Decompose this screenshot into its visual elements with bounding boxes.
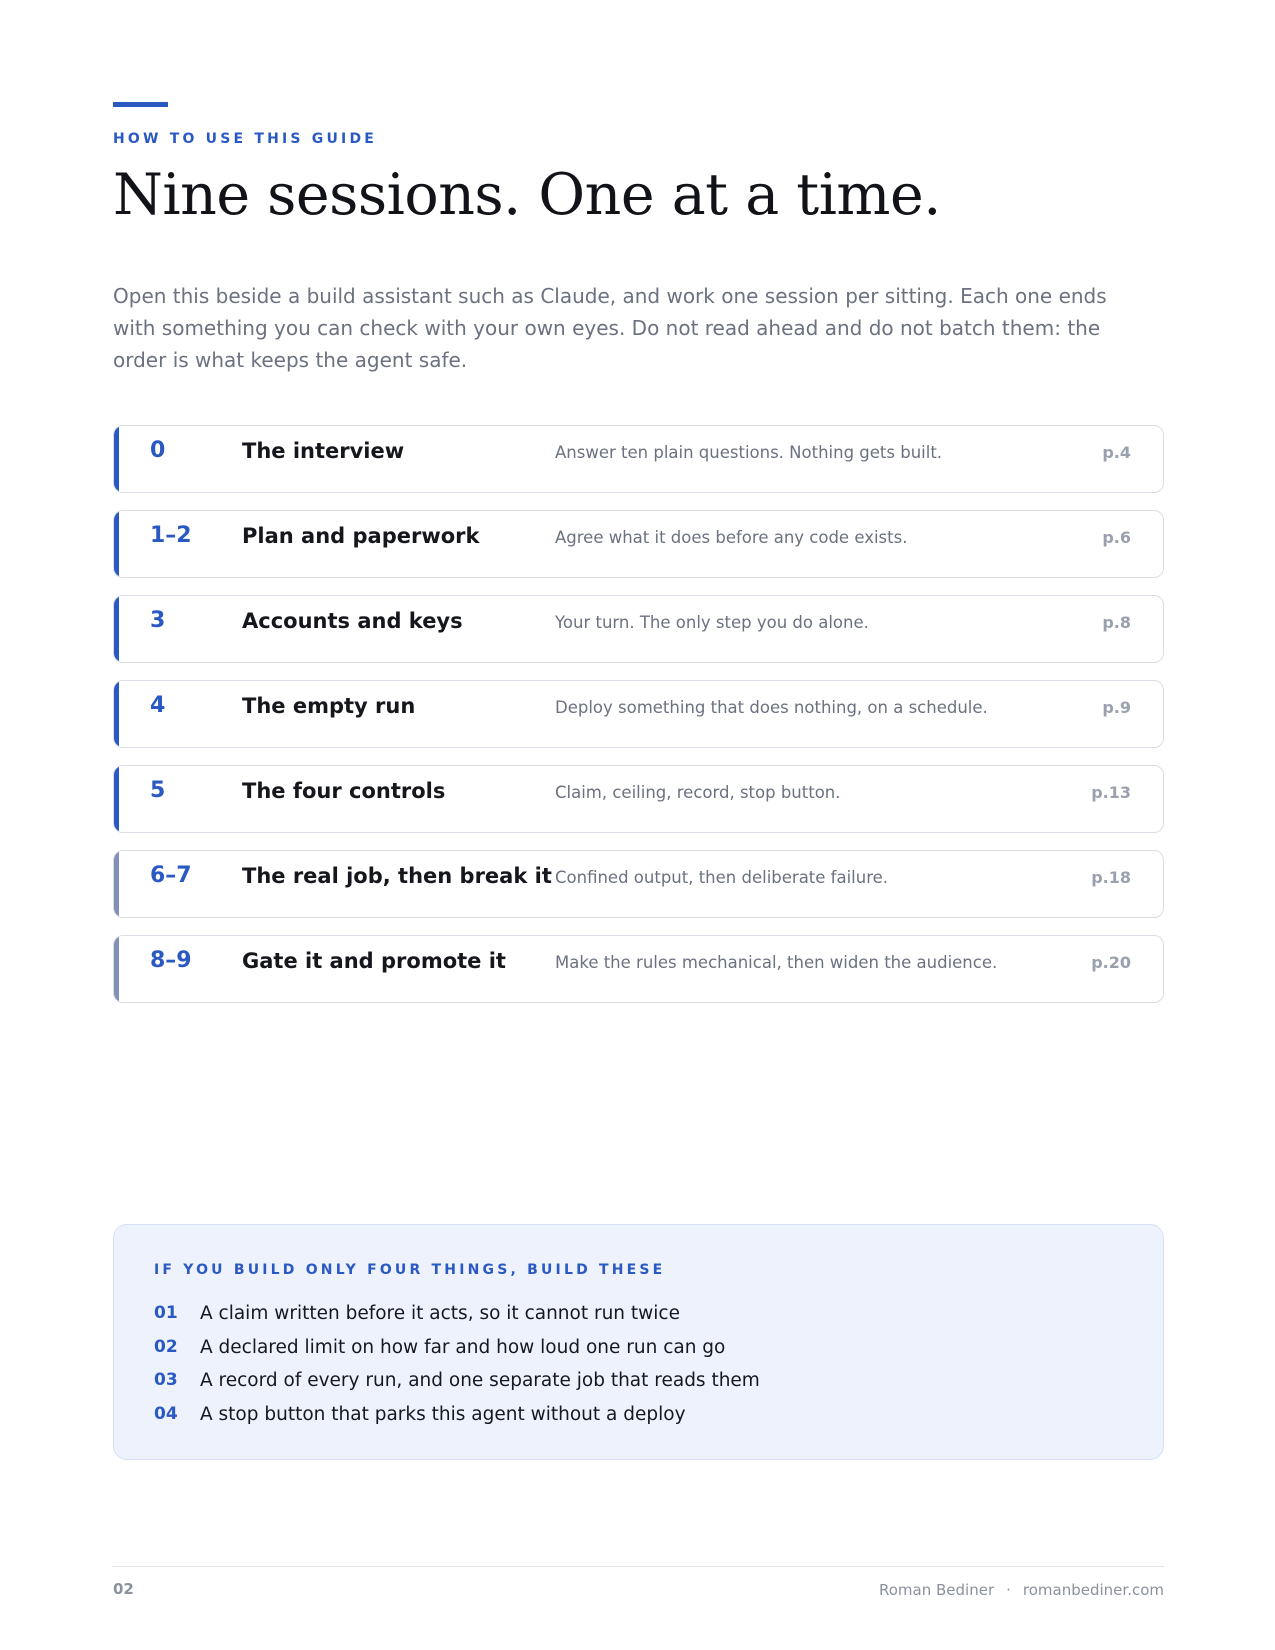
session-name: The real job, then break it [242, 864, 552, 888]
session-row [113, 510, 1164, 578]
session-row [113, 425, 1164, 493]
session-stripe [114, 511, 119, 577]
session-row [113, 850, 1164, 918]
callout-item [154, 1404, 760, 1438]
callout-item-text: A claim written before it acts, so it cannot run twice [200, 1303, 680, 1324]
session-description: Make the rules mechanical, then widen the audience. [555, 953, 998, 972]
callout-title: IF YOU BUILD ONLY FOUR THINGS, BUILD THESE [154, 1262, 666, 1278]
session-name: Plan and paperwork [242, 524, 480, 548]
session-stripe [114, 681, 119, 747]
session-row [113, 680, 1164, 748]
session-stripe [114, 851, 119, 917]
session-page-ref: p.20 [1091, 953, 1131, 972]
footer-website[interactable]: romanbediner.com [1022, 1581, 1164, 1599]
session-stripe [114, 766, 119, 832]
session-stripe [114, 936, 119, 1002]
callout-item-text: A stop button that parks this agent without a deploy [200, 1403, 686, 1425]
section-eyebrow: HOW TO USE THIS GUIDE [113, 131, 378, 147]
session-page-ref: p.8 [1102, 613, 1131, 632]
session-name: Gate it and promote it [242, 949, 506, 973]
session-description: Claim, ceiling, record, stop button. [555, 783, 841, 802]
intro-paragraph: Open this beside a build assistant such as Claude, and work one session per sitting. Each one ends with something you can check with your own eyes. Do not read ahead and do not batch them: the order is what keeps the agent safe. [113, 284, 1107, 372]
footer-author: Roman Bediner [879, 1581, 995, 1599]
session-description: Confined output, then deliberate failure. [555, 868, 889, 887]
guide-page [113, 0, 1164, 1650]
session-number: 1–2 [150, 523, 192, 548]
session-page-ref: p.13 [1091, 783, 1131, 802]
session-description: Agree what it does before any code exists. [555, 528, 908, 547]
callout-item [154, 1337, 760, 1371]
session-stripe [114, 426, 119, 492]
session-name: The empty run [242, 694, 416, 718]
session-row [113, 935, 1164, 1003]
session-number: 5 [150, 778, 166, 803]
session-number: 4 [150, 693, 166, 718]
callout-item-index: 02 [154, 1336, 178, 1357]
session-page-ref: p.9 [1102, 698, 1131, 717]
session-name: The interview [242, 439, 405, 463]
footer-credits [879, 1581, 1164, 1599]
session-name: The four controls [242, 779, 446, 803]
key-points-callout [113, 1224, 1164, 1460]
session-page-ref: p.6 [1102, 528, 1131, 547]
session-stripe [114, 596, 119, 662]
session-number: 0 [150, 438, 166, 463]
session-row [113, 595, 1164, 663]
callout-item [154, 1303, 760, 1337]
footer-page-number: 02 [113, 1580, 134, 1598]
page-title: Nine sessions. One at a time. [113, 162, 941, 228]
callout-item [154, 1370, 760, 1404]
session-description: Answer ten plain questions. Nothing gets built. [555, 443, 943, 462]
session-number: 8–9 [150, 948, 192, 973]
callout-item-text: A record of every run, and one separate job that reads them [200, 1370, 760, 1391]
session-row [113, 765, 1164, 833]
session-number: 6–7 [150, 863, 192, 888]
callout-list [154, 1303, 760, 1437]
session-number: 3 [150, 608, 166, 633]
session-page-ref: p.4 [1102, 443, 1131, 462]
callout-item-index: 03 [154, 1370, 178, 1390]
callout-item-text: A declared limit on how far and how loud one run can go [200, 1336, 726, 1358]
footer-divider [113, 1566, 1164, 1567]
session-description: Deploy something that does nothing, on a schedule. [555, 698, 988, 717]
footer-separator: · [1006, 1581, 1011, 1599]
session-page-ref: p.18 [1091, 868, 1131, 887]
callout-item-index: 04 [154, 1403, 178, 1424]
session-description: Your turn. The only step you do alone. [555, 613, 869, 632]
callout-item-index: 01 [154, 1303, 178, 1323]
accent-bar [113, 102, 168, 107]
session-name: Accounts and keys [242, 609, 463, 633]
session-list [113, 425, 1164, 1020]
